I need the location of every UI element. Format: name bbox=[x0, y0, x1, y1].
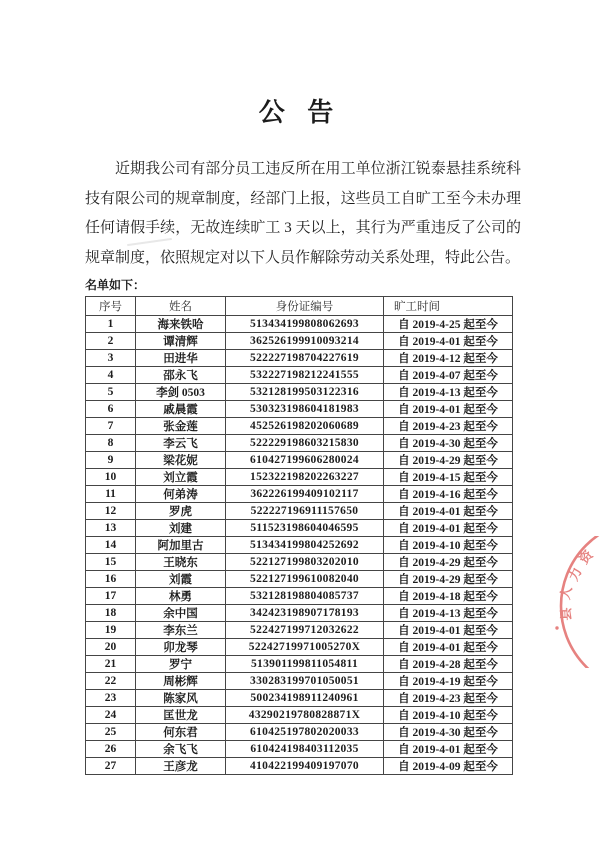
cell-absence-period: 自 2019-4-10 起至今 bbox=[384, 707, 513, 724]
cell-employee-name: 梁花妮 bbox=[136, 452, 226, 469]
cell-id-number: 52242719971005270X bbox=[226, 639, 384, 656]
cell-absence-period: 自 2019-4-29 起至今 bbox=[384, 571, 513, 588]
stamp-char-icon: 资 bbox=[576, 547, 596, 567]
cell-id-number: 522127199610082040 bbox=[226, 571, 384, 588]
cell-employee-name: 何弟涛 bbox=[136, 486, 226, 503]
cell-id-number: 511523198604046595 bbox=[226, 520, 384, 537]
stamp-char-icon: 县 bbox=[558, 607, 574, 621]
cell-employee-name: 何东君 bbox=[136, 724, 226, 741]
cell-employee-name: 王彦龙 bbox=[136, 758, 226, 775]
cell-absence-period: 自 2019-4-29 起至今 bbox=[384, 452, 513, 469]
cell-employee-name: 陈家风 bbox=[136, 690, 226, 707]
cell-employee-name: 罗虎 bbox=[136, 503, 226, 520]
header-employee-name: 姓名 bbox=[136, 297, 226, 316]
roster-table-body bbox=[86, 316, 513, 775]
cell-id-number: 522127199803202010 bbox=[226, 554, 384, 571]
cell-employee-name: 戚晨霞 bbox=[136, 401, 226, 418]
table-row bbox=[86, 520, 513, 537]
cell-serial-number: 27 bbox=[86, 758, 136, 775]
cell-serial-number: 1 bbox=[86, 316, 136, 333]
cell-employee-name: 余飞飞 bbox=[136, 741, 226, 758]
cell-employee-name: 王晓东 bbox=[136, 554, 226, 571]
table-row bbox=[86, 350, 513, 367]
cell-id-number: 342423198907178193 bbox=[226, 605, 384, 622]
table-row bbox=[86, 503, 513, 520]
cell-id-number: 530323198604181983 bbox=[226, 401, 384, 418]
cell-id-number: 362226199409102117 bbox=[226, 486, 384, 503]
cell-absence-period: 自 2019-4-01 起至今 bbox=[384, 520, 513, 537]
table-row bbox=[86, 537, 513, 554]
cell-employee-name: 李剑 0503 bbox=[136, 384, 226, 401]
table-row bbox=[86, 452, 513, 469]
cell-absence-period: 自 2019-4-29 起至今 bbox=[384, 554, 513, 571]
cell-serial-number: 16 bbox=[86, 571, 136, 588]
cell-employee-name: 刘建 bbox=[136, 520, 226, 537]
cell-id-number: 610427199606280024 bbox=[226, 452, 384, 469]
cell-serial-number: 14 bbox=[86, 537, 136, 554]
cell-absence-period: 自 2019-4-23 起至今 bbox=[384, 690, 513, 707]
stamp-char-icon: 力 bbox=[565, 564, 585, 584]
cell-serial-number: 18 bbox=[86, 605, 136, 622]
cell-id-number: 532227198212241555 bbox=[226, 367, 384, 384]
table-row bbox=[86, 333, 513, 350]
table-header-row bbox=[86, 297, 513, 316]
cell-serial-number: 4 bbox=[86, 367, 136, 384]
table-row bbox=[86, 656, 513, 673]
cell-employee-name: 谭清辉 bbox=[136, 333, 226, 350]
table-row bbox=[86, 622, 513, 639]
cell-id-number: 522427199712032622 bbox=[226, 622, 384, 639]
cell-serial-number: 12 bbox=[86, 503, 136, 520]
cell-serial-number: 21 bbox=[86, 656, 136, 673]
cell-id-number: 152322198202263227 bbox=[226, 469, 384, 486]
table-row bbox=[86, 571, 513, 588]
cell-id-number: 610425197802020033 bbox=[226, 724, 384, 741]
cell-id-number: 513434199808062693 bbox=[226, 316, 384, 333]
table-row bbox=[86, 673, 513, 690]
cell-absence-period: 自 2019-4-01 起至今 bbox=[384, 401, 513, 418]
cell-serial-number: 25 bbox=[86, 724, 136, 741]
cell-serial-number: 26 bbox=[86, 741, 136, 758]
cell-absence-period: 自 2019-4-23 起至今 bbox=[384, 418, 513, 435]
cell-serial-number: 24 bbox=[86, 707, 136, 724]
cell-absence-period: 自 2019-4-18 起至今 bbox=[384, 588, 513, 605]
cell-id-number: 452526198202060689 bbox=[226, 418, 384, 435]
cell-absence-period: 自 2019-4-19 起至今 bbox=[384, 673, 513, 690]
cell-absence-period: 自 2019-4-30 起至今 bbox=[384, 435, 513, 452]
cell-employee-name: 田进华 bbox=[136, 350, 226, 367]
cell-id-number: 532128199503122316 bbox=[226, 384, 384, 401]
cell-serial-number: 10 bbox=[86, 469, 136, 486]
cell-employee-name: 林勇 bbox=[136, 588, 226, 605]
table-row bbox=[86, 469, 513, 486]
table-row bbox=[86, 605, 513, 622]
cell-employee-name: 卯龙琴 bbox=[136, 639, 226, 656]
cell-employee-name: 余中国 bbox=[136, 605, 226, 622]
cell-absence-period: 自 2019-4-28 起至今 bbox=[384, 656, 513, 673]
cell-serial-number: 7 bbox=[86, 418, 136, 435]
table-row bbox=[86, 316, 513, 333]
header-serial-number: 序号 bbox=[86, 297, 136, 316]
table-row bbox=[86, 435, 513, 452]
cell-absence-period: 自 2019-4-15 起至今 bbox=[384, 469, 513, 486]
body-paragraph: 近期我公司有部分员工违反所在用工单位浙江锐泰悬挂系统科技有限公司的规章制度，经部门上报，这些员工自旷工至今未办理任何请假手续，无故连续旷工 3 天以上，其行为严重违反了公司的规章制度，依照规定对以下人员作解除劳动关系处理，特此公告。 bbox=[85, 161, 521, 266]
cell-absence-period: 自 2019-4-25 起至今 bbox=[384, 316, 513, 333]
table-row bbox=[86, 401, 513, 418]
cell-absence-period: 自 2019-4-16 起至今 bbox=[384, 486, 513, 503]
cell-employee-name: 阿加里古 bbox=[136, 537, 226, 554]
cell-employee-name: 张金莲 bbox=[136, 418, 226, 435]
list-label: 名单如下： bbox=[85, 278, 146, 292]
table-row bbox=[86, 758, 513, 775]
stamp-char-icon: 人 bbox=[557, 585, 575, 601]
cell-employee-name: 李东兰 bbox=[136, 622, 226, 639]
header-absence-time: 旷工时间 bbox=[384, 297, 513, 316]
cell-serial-number: 13 bbox=[86, 520, 136, 537]
table-row bbox=[86, 418, 513, 435]
table-row bbox=[86, 486, 513, 503]
cell-serial-number: 8 bbox=[86, 435, 136, 452]
cell-employee-name: 匡世龙 bbox=[136, 707, 226, 724]
table-row bbox=[86, 707, 513, 724]
cell-id-number: 410422199409197070 bbox=[226, 758, 384, 775]
cell-id-number: 522229198603215830 bbox=[226, 435, 384, 452]
cell-serial-number: 2 bbox=[86, 333, 136, 350]
cell-id-number: 522227198704227619 bbox=[226, 350, 384, 367]
cell-serial-number: 20 bbox=[86, 639, 136, 656]
cell-absence-period: 自 2019-4-01 起至今 bbox=[384, 503, 513, 520]
cell-absence-period: 自 2019-4-13 起至今 bbox=[384, 605, 513, 622]
cell-absence-period: 自 2019-4-01 起至今 bbox=[384, 741, 513, 758]
document-title: 公 告 bbox=[258, 98, 342, 127]
table-row bbox=[86, 367, 513, 384]
cell-absence-period: 自 2019-4-01 起至今 bbox=[384, 622, 513, 639]
cell-id-number: 522227196911157650 bbox=[226, 503, 384, 520]
cell-employee-name: 刘霞 bbox=[136, 571, 226, 588]
cell-serial-number: 11 bbox=[86, 486, 136, 503]
cell-absence-period: 自 2019-4-07 起至今 bbox=[384, 367, 513, 384]
cell-id-number: 532128198804085737 bbox=[226, 588, 384, 605]
cell-serial-number: 5 bbox=[86, 384, 136, 401]
cell-serial-number: 3 bbox=[86, 350, 136, 367]
cell-serial-number: 15 bbox=[86, 554, 136, 571]
cell-employee-name: 周彬辉 bbox=[136, 673, 226, 690]
table-row bbox=[86, 554, 513, 571]
cell-absence-period: 自 2019-4-30 起至今 bbox=[384, 724, 513, 741]
table-row bbox=[86, 384, 513, 401]
cell-absence-period: 自 2019-4-12 起至今 bbox=[384, 350, 513, 367]
cell-serial-number: 22 bbox=[86, 673, 136, 690]
cell-employee-name: 海来铁哈 bbox=[136, 316, 226, 333]
table-row bbox=[86, 639, 513, 656]
cell-employee-name: 刘立霞 bbox=[136, 469, 226, 486]
table-row bbox=[86, 741, 513, 758]
table-row bbox=[86, 724, 513, 741]
cell-employee-name: 李云飞 bbox=[136, 435, 226, 452]
roster-table bbox=[85, 296, 513, 775]
cell-serial-number: 9 bbox=[86, 452, 136, 469]
cell-employee-name: 邵永飞 bbox=[136, 367, 226, 384]
cell-serial-number: 6 bbox=[86, 401, 136, 418]
cell-absence-period: 自 2019-4-01 起至今 bbox=[384, 639, 513, 656]
cell-absence-period: 自 2019-4-13 起至今 bbox=[384, 384, 513, 401]
cell-id-number: 610424198403112035 bbox=[226, 741, 384, 758]
cell-serial-number: 19 bbox=[86, 622, 136, 639]
table-row bbox=[86, 690, 513, 707]
cell-id-number: 43290219780828871X bbox=[226, 707, 384, 724]
header-id-number: 身份证编号 bbox=[226, 297, 384, 316]
cell-id-number: 362526199910093214 bbox=[226, 333, 384, 350]
cell-absence-period: 自 2019-4-09 起至今 bbox=[384, 758, 513, 775]
cell-serial-number: 23 bbox=[86, 690, 136, 707]
cell-serial-number: 17 bbox=[86, 588, 136, 605]
cell-id-number: 513434199804252692 bbox=[226, 537, 384, 554]
cell-absence-period: 自 2019-4-01 起至今 bbox=[384, 333, 513, 350]
cell-id-number: 500234198911240961 bbox=[226, 690, 384, 707]
table-row bbox=[86, 588, 513, 605]
cell-employee-name: 罗宁 bbox=[136, 656, 226, 673]
cell-id-number: 330283199701050051 bbox=[226, 673, 384, 690]
cell-absence-period: 自 2019-4-10 起至今 bbox=[384, 537, 513, 554]
cell-id-number: 513901199811054811 bbox=[226, 656, 384, 673]
stamp-dot-icon bbox=[555, 626, 558, 629]
official-seal-stamp bbox=[552, 536, 600, 668]
